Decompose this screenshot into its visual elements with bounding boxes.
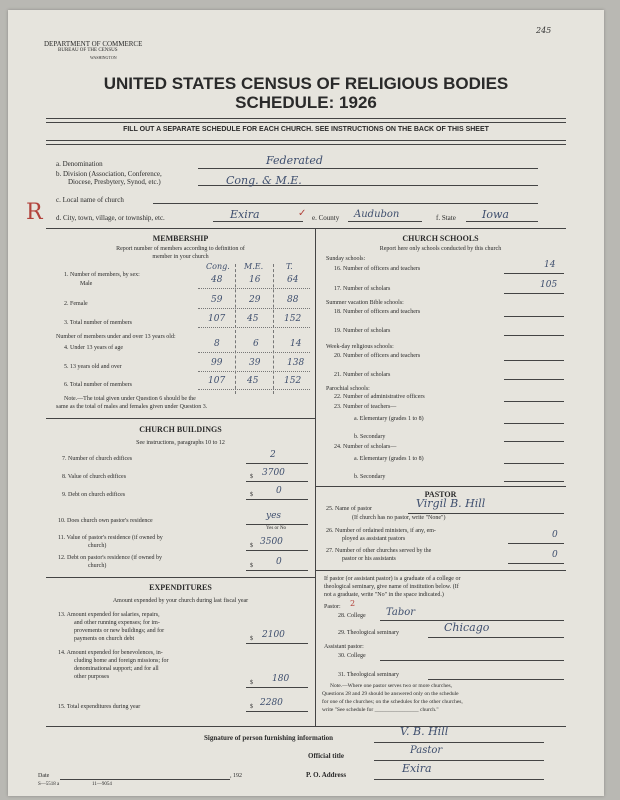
- q26-value[interactable]: 0: [552, 530, 558, 540]
- q4-line: [198, 352, 310, 353]
- q27-line: [508, 563, 564, 564]
- official-title-value[interactable]: Pastor: [410, 745, 443, 756]
- q14-value[interactable]: 180: [272, 674, 290, 684]
- po-address-label: P. O. Address: [306, 771, 347, 779]
- instruction-text: FILL OUT A SEPARATE SCHEDULE FOR EACH CHURCH. SEE INSTRUCTIONS ON THE BACK OF THIS SHEET: [123, 126, 489, 133]
- pastor-mid-rule: [315, 570, 566, 571]
- grad-note-3: not a graduate, write "No" in the space indicated.): [324, 592, 444, 598]
- expenditures-heading: EXPENDITURES: [149, 583, 212, 592]
- q28-label: 28. College: [338, 613, 366, 619]
- signature-label: Signature of person furnishing information: [204, 734, 333, 742]
- q13-line-3: provements or new buildings; and for: [74, 628, 165, 634]
- q6-label: 6. Total number of members: [64, 382, 132, 388]
- q24b-label: b. Secondary: [354, 474, 386, 480]
- q14-line-3: denominational support; and for all: [74, 666, 159, 672]
- census-schedule-page: [8, 10, 604, 796]
- pastor-note-1: Note.—Where one pastor serves two or more churches,: [330, 683, 453, 689]
- col-head-total: T.: [286, 262, 293, 271]
- q31-label: 31. Theological seminary: [338, 672, 400, 678]
- summer-label: Summer vacation Bible schools:: [326, 300, 404, 306]
- schools-heading: CHURCH SCHOOLS: [402, 234, 479, 243]
- q5-total[interactable]: 138: [287, 358, 305, 368]
- q4-total[interactable]: 14: [290, 339, 302, 349]
- q7-label: 7. Number of church edifices: [62, 456, 133, 462]
- asst-pastor-label: Assistant pastor:: [324, 644, 364, 650]
- q26-line: [508, 543, 564, 544]
- buildings-sub: See instructions, paragraphs 10 to 12: [136, 440, 225, 446]
- q24-label: 24. Number of scholars—: [334, 444, 397, 450]
- grad-note-1: If pastor (or assistant pastor) is a graduate of a college or: [324, 576, 461, 582]
- q4-me[interactable]: 6: [253, 339, 259, 349]
- membership-sub-2: member in your church: [152, 254, 209, 260]
- buildings-bottom-rule: [46, 577, 315, 578]
- city-town-label: d. City, town, village, or township, etc.: [56, 214, 165, 222]
- q10-value[interactable]: yes: [266, 511, 282, 521]
- po-address-value[interactable]: Exira: [402, 762, 432, 775]
- print-number: 11—9054: [92, 782, 112, 787]
- q14-dollar: $: [250, 680, 253, 686]
- q23a-label: a. Elementary (grades 1 to 8): [354, 416, 424, 422]
- q1-cong[interactable]: 48: [211, 275, 223, 285]
- year-label: , 192: [230, 773, 242, 779]
- state-label: f. State: [436, 214, 456, 222]
- membership-bottom-rule: [46, 418, 315, 419]
- q5-label: 5. 13 years old and over: [64, 364, 122, 370]
- schedule-title: SCHEDULE: 1926: [235, 93, 377, 112]
- q13-value-line: [246, 643, 308, 644]
- q21-line: [504, 379, 564, 380]
- q5-me[interactable]: 39: [249, 358, 261, 368]
- q3-cong[interactable]: 107: [208, 314, 226, 324]
- q8-value[interactable]: 3700: [262, 468, 285, 478]
- q6-total[interactable]: 152: [284, 376, 302, 386]
- q1-line: [198, 288, 310, 289]
- q10-line: [246, 524, 308, 525]
- q23b-label: b. Secondary: [354, 434, 386, 440]
- bureau-label: BUREAU OF THE CENSUS: [58, 48, 118, 53]
- q2-line: [198, 308, 310, 309]
- q9-label: 9. Debt on church edifices: [62, 492, 126, 498]
- q9-value[interactable]: 0: [276, 486, 282, 496]
- q13-line-2: and other running expenses; for im-: [74, 620, 160, 626]
- red-check-mark: ✓: [298, 208, 307, 219]
- q15-value[interactable]: 2280: [260, 698, 283, 708]
- q2-label: 2. Female: [64, 301, 88, 307]
- q12-dollar: $: [250, 563, 253, 569]
- q26-label-2: ployed as assistant pastors: [342, 536, 406, 542]
- q20-line: [504, 360, 564, 361]
- q31-line: [428, 679, 564, 680]
- q4-label: 4. Under 13 years of age: [64, 345, 123, 351]
- q23b-line: [504, 441, 564, 442]
- q3-me[interactable]: 45: [247, 314, 259, 324]
- q11-value[interactable]: 3500: [260, 537, 283, 547]
- q3-label: 3. Total number of members: [64, 320, 132, 326]
- q11-label: 11. Value of pastor's residence (if owned by: [58, 535, 163, 541]
- q17-value[interactable]: 105: [540, 280, 558, 290]
- main-box-divider: [315, 228, 316, 726]
- division-label-2: Diocese, Presbytery, Synod, etc.): [68, 178, 161, 186]
- red-2-mark: 2: [350, 599, 356, 608]
- q17-label: 17. Number of scholars: [334, 286, 391, 292]
- q6-line: [198, 389, 310, 390]
- q23-label: 23. Number of teachers—: [334, 404, 397, 410]
- q13-line-1: 13. Amount expended for salaries, repairs,: [58, 612, 160, 618]
- q11-label-2: church): [88, 543, 107, 549]
- q1-label: 1. Number of members, by sex:: [64, 272, 140, 278]
- county-line: [348, 221, 422, 222]
- q23a-line: [504, 423, 564, 424]
- denomination-line: [198, 168, 538, 169]
- q11-dollar: $: [250, 543, 253, 549]
- q15-label: 15. Total expenditures during year: [58, 704, 141, 710]
- pastor-note-2: Questions 28 and 29 should be answered only on the schedule: [322, 691, 459, 697]
- page-number: 245: [536, 26, 552, 35]
- division-label: b. Division (Association, Conference,: [56, 170, 162, 178]
- buildings-heading: CHURCH BUILDINGS: [139, 425, 222, 434]
- q7-value[interactable]: 2: [270, 450, 276, 460]
- pastor-note-4: write "See schedule for ________________ church.": [322, 707, 439, 713]
- q9-dollar: $: [250, 492, 253, 498]
- q27-label: 27. Number of other churches served by the: [326, 548, 432, 554]
- sunday-label: Sunday schools:: [326, 256, 366, 262]
- q15-value-line: [246, 711, 308, 712]
- q11-line: [246, 550, 308, 551]
- q29-label: 29. Theological seminary: [338, 630, 400, 636]
- main-box-top: [46, 228, 566, 229]
- q29-value[interactable]: Chicago: [444, 621, 490, 634]
- q2-me[interactable]: 29: [249, 295, 261, 305]
- q22-label: 22. Number of administrative officers: [334, 394, 425, 400]
- schools-bottom-rule: [315, 486, 566, 487]
- q17-line: [504, 293, 564, 294]
- signature-line: [374, 742, 544, 743]
- q26-label: 26. Number of ordained ministers, if any, em-: [326, 528, 436, 534]
- q5-cong[interactable]: 99: [211, 358, 223, 368]
- q16-label: 16. Number of officers and teachers: [334, 266, 421, 272]
- q10-label: 10. Does church own pastor's residence: [58, 518, 153, 524]
- pastor-note-3: for one of the churches; on the schedules for the other churches,: [322, 699, 463, 705]
- membership-note-1: Note.—The total given under Question 6 should be the: [64, 396, 196, 402]
- q27-label-2: pastor or his assistants: [342, 556, 396, 562]
- q6-cong[interactable]: 107: [208, 376, 226, 386]
- local-name-label: c. Local name of church: [56, 196, 124, 204]
- q14-line-2: cluding home and foreign missions; for: [74, 658, 169, 664]
- q8-label: 8. Value of church edifices: [62, 474, 127, 480]
- q8-dollar: $: [250, 474, 253, 480]
- q4-cong[interactable]: 8: [214, 339, 220, 349]
- signature-value[interactable]: V. B. Hill: [400, 725, 449, 738]
- q2-cong[interactable]: 59: [211, 295, 223, 305]
- q6-me[interactable]: 45: [247, 376, 259, 386]
- age-note-label: Number of members under and over 13 years old:: [56, 334, 176, 340]
- grad-note-2: theological seminary, give name of institution below. (If: [324, 584, 459, 590]
- county-value[interactable]: Audubon: [354, 209, 400, 220]
- denomination-value[interactable]: Federated: [266, 154, 323, 167]
- expenditures-sub: Amount expended by your church during last fiscal year: [112, 598, 249, 604]
- state-value[interactable]: Iowa: [482, 208, 509, 221]
- q30-label: 30. College: [338, 653, 366, 659]
- form-title: UNITED STATES CENSUS OF RELIGIOUS BODIES: [103, 74, 509, 93]
- po-address-line: [374, 779, 544, 780]
- official-title-label: Official title: [308, 752, 344, 760]
- q19-label: 19. Number of scholars: [334, 328, 391, 334]
- col-head-cong: Cong.: [206, 262, 230, 271]
- q12-label-2: church): [88, 563, 107, 569]
- q2-total[interactable]: 88: [287, 295, 299, 305]
- q10-hint: Yes or No: [266, 526, 287, 531]
- q5-line: [198, 371, 310, 372]
- county-label: e. County: [312, 214, 340, 222]
- q15-dollar: $: [250, 704, 253, 710]
- q13-value[interactable]: 2100: [262, 630, 285, 640]
- q25-value[interactable]: Virgil B. Hill: [416, 497, 486, 510]
- form-number: S—5518 a: [38, 782, 60, 787]
- q1-me[interactable]: 16: [249, 275, 261, 285]
- city-town-value[interactable]: Exira: [230, 208, 260, 221]
- q22-line: [504, 401, 564, 402]
- division-value[interactable]: Cong. & M.E.: [226, 174, 302, 187]
- q12-label: 12. Debt on pastor's residence (if owned by: [58, 555, 163, 561]
- parochial-label: Parochial schools:: [326, 386, 370, 392]
- pastor-sub-label: Pastor:: [324, 604, 341, 610]
- q7-line: [246, 463, 308, 464]
- q21-label: 21. Number of scholars: [334, 372, 391, 378]
- city-town-line: [213, 221, 303, 222]
- col-head-me: M.E.: [244, 262, 264, 271]
- q25-line: [408, 513, 564, 514]
- q20-label: 20. Number of officers and teachers: [334, 353, 421, 359]
- q18-label: 18. Number of officers and teachers: [334, 309, 421, 315]
- q16-value[interactable]: 14: [544, 260, 556, 270]
- q30-line: [380, 660, 564, 661]
- header-rule-bottom: [46, 140, 566, 145]
- schools-sub: Report here only schools conducted by this church: [379, 246, 502, 252]
- date-line: [60, 779, 230, 780]
- official-title-line: [374, 760, 544, 761]
- q12-line: [246, 570, 308, 571]
- q27-value[interactable]: 0: [552, 550, 558, 560]
- q14-line-1: 14. Amount expended for benevolences, in-: [58, 650, 163, 656]
- weekday-label: Week-day religious schools:: [326, 344, 394, 350]
- membership-heading: MEMBERSHIP: [152, 234, 209, 243]
- state-line: [466, 221, 538, 222]
- q14-line-4: other purposes: [74, 674, 110, 680]
- q3-line: [198, 327, 310, 328]
- pastor-heading: PASTOR: [424, 490, 457, 499]
- q24b-line: [504, 481, 564, 482]
- q29-line: [428, 637, 564, 638]
- q1-male-label: Male: [80, 281, 93, 287]
- red-r-mark: R: [26, 200, 43, 225]
- q12-value[interactable]: 0: [276, 557, 282, 567]
- q28-value[interactable]: Tabor: [386, 607, 416, 618]
- q16-line: [504, 273, 564, 274]
- header-rule-top: [46, 118, 566, 123]
- main-box-bottom: [46, 726, 566, 727]
- q13-line-4: payments on church debt: [74, 636, 135, 642]
- date-label: Date: [38, 773, 50, 779]
- department-label: DEPARTMENT OF COMMERCE: [44, 40, 143, 48]
- city-label: WASHINGTON: [90, 55, 117, 60]
- local-name-line: [153, 203, 538, 204]
- q9-line: [246, 499, 308, 500]
- q24a-label: a. Elementary (grades 1 to 8): [354, 456, 424, 462]
- q25-note: (If church has no pastor, write "None"): [352, 515, 446, 521]
- q8-line: [246, 481, 308, 482]
- q1-total[interactable]: 64: [287, 275, 299, 285]
- q14-value-line: [246, 687, 308, 688]
- denomination-label: a. Denomination: [56, 160, 103, 168]
- q13-dollar: $: [250, 636, 253, 642]
- q19-line: [504, 335, 564, 336]
- q18-line: [504, 316, 564, 317]
- q24a-line: [504, 463, 564, 464]
- q25-label: 25. Name of pastor: [326, 506, 372, 512]
- q3-total[interactable]: 152: [284, 314, 302, 324]
- membership-note-2: same as the total of males and females given under Question 3.: [56, 404, 208, 410]
- membership-sub-1: Report number of members according to definition of: [116, 246, 245, 252]
